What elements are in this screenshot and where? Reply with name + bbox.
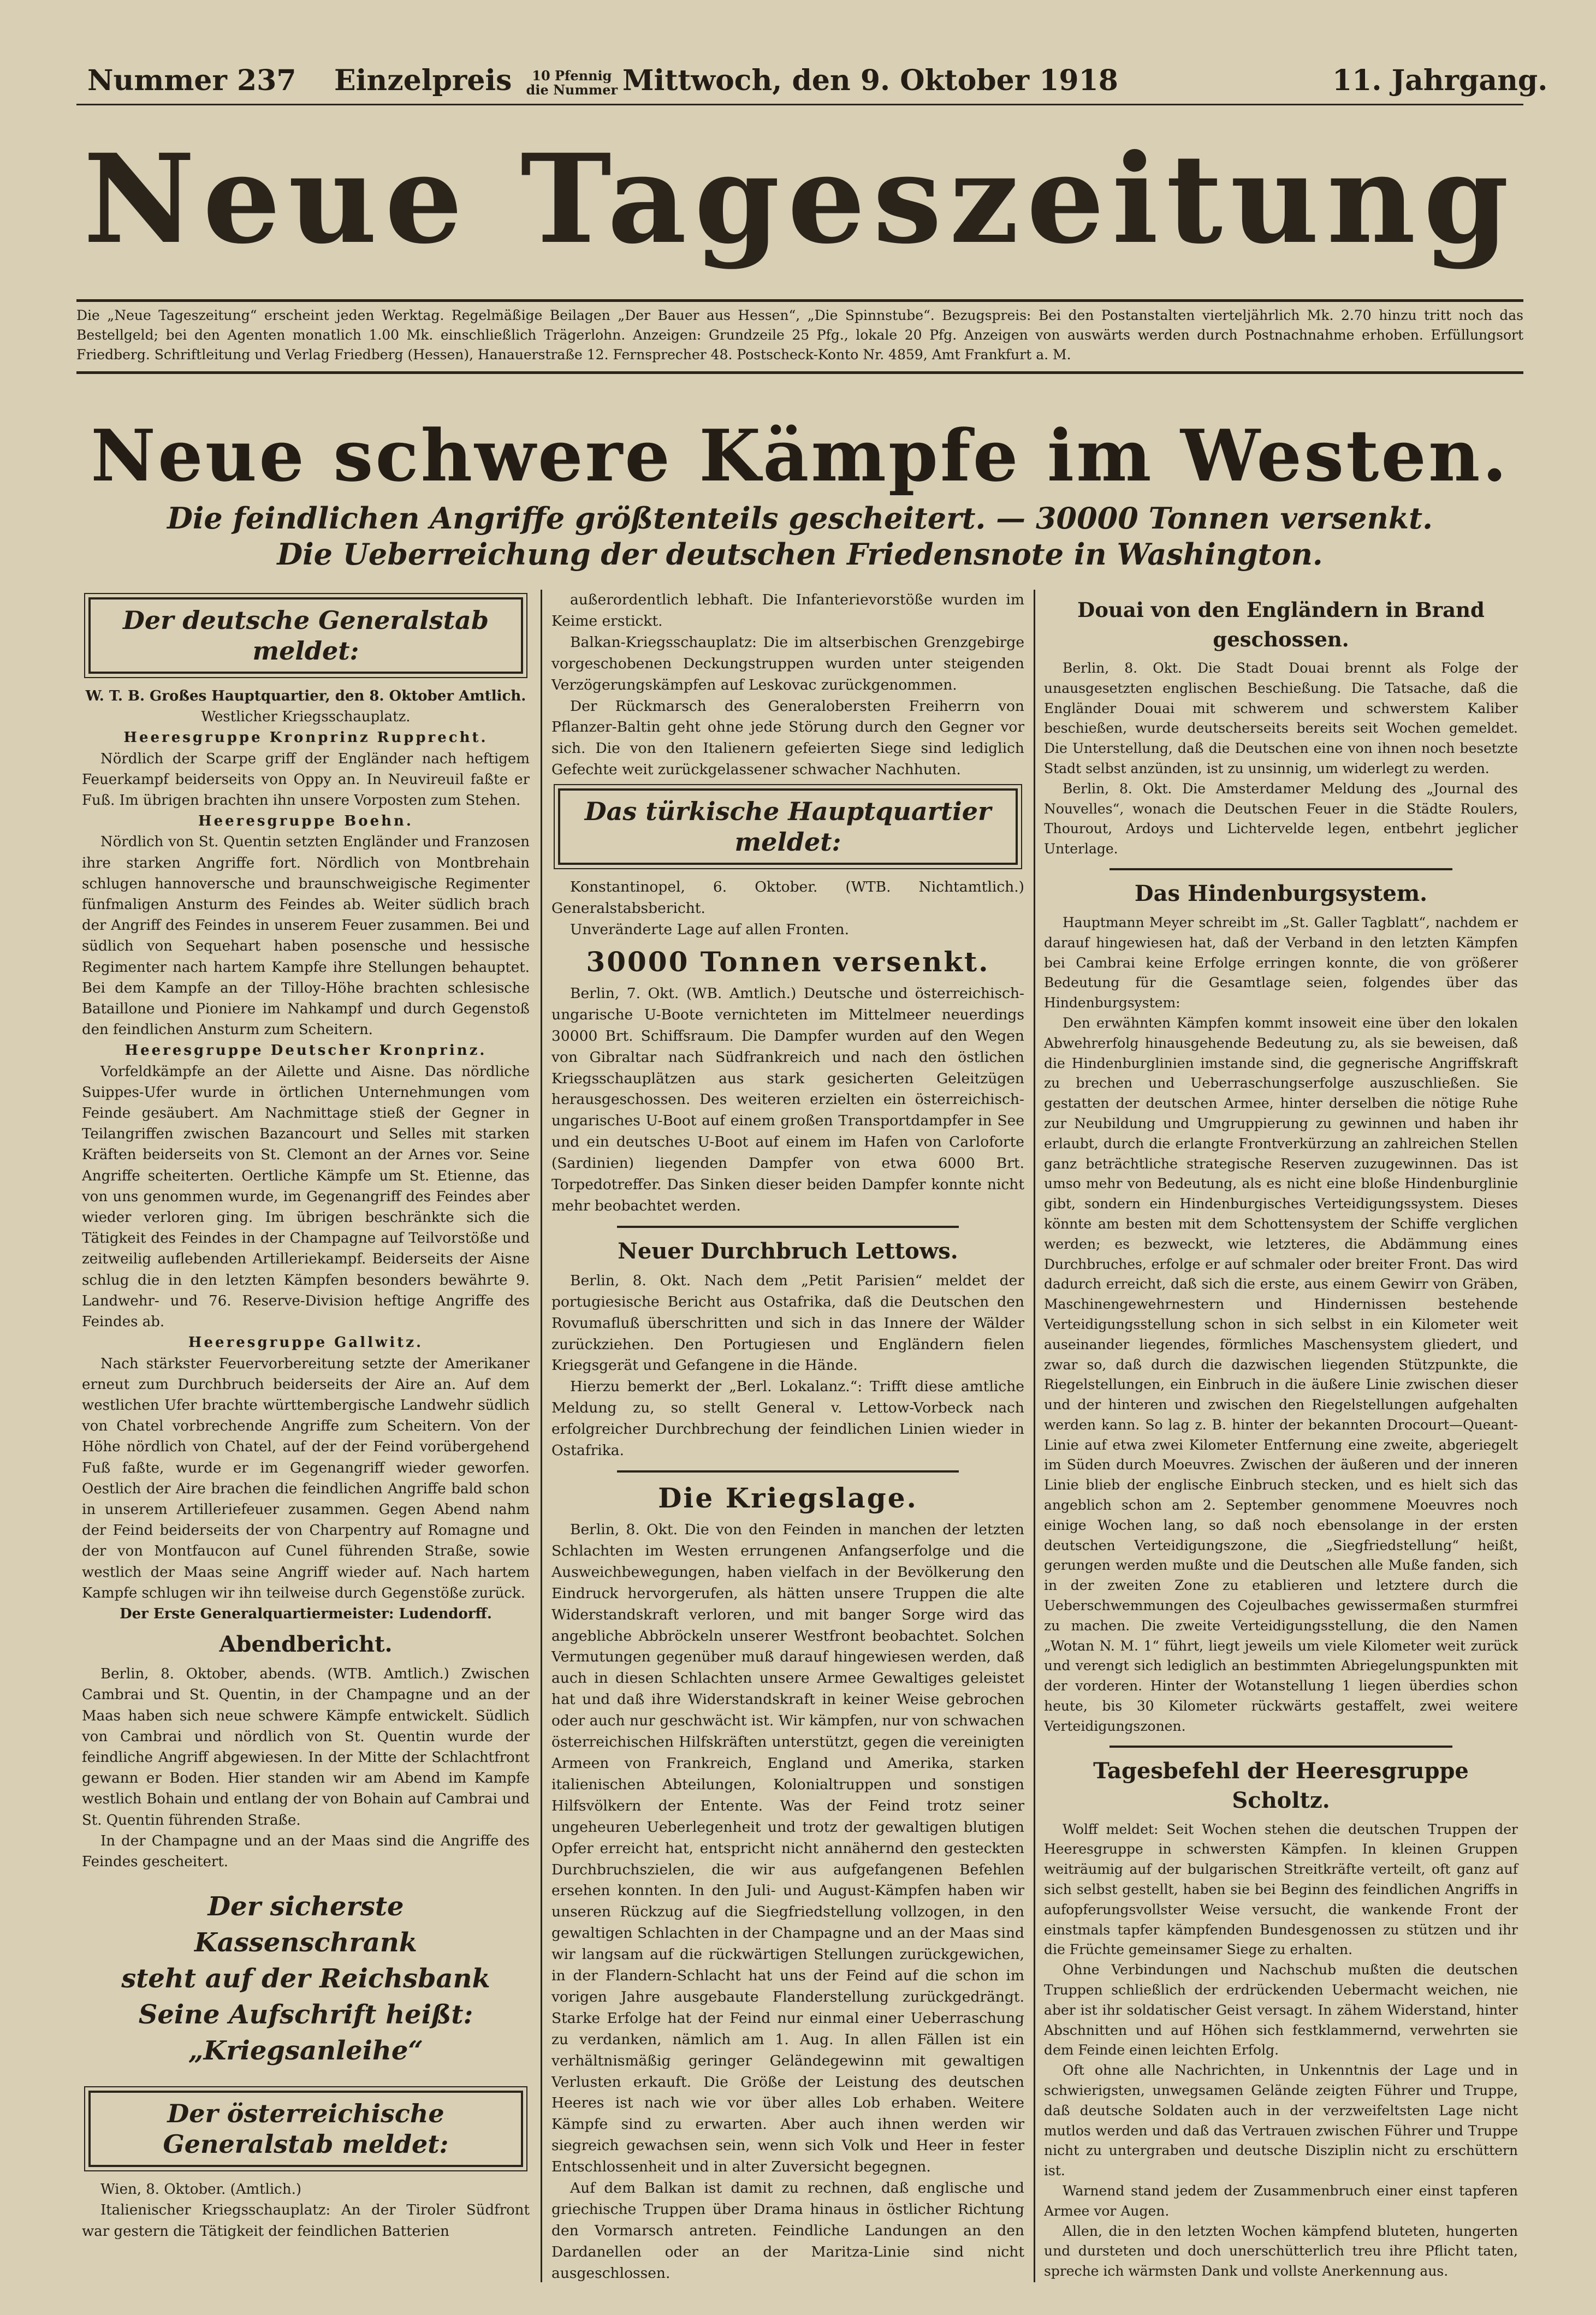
austrian-continued: außerordentlich lebhaft. Die Infanterievorstöße wurden im Keime erstickt. [551,591,1024,630]
tagesbefehl-text-5: Allen, die in den letzten Wochen kämpfend bluteten, hungerten und dursteten und doch unerschütterlich treu ihre Pflicht taten, spreche ich wärmsten Dank und vollste Anerkennung aus. [1044,2223,1518,2280]
rueckmarsch-text: Der Rückmarsch des Generalobersten Freiherrn von Pflanzer-Baltin geht ohne jede Störung durch den Gegner vor sich. Die von den Italienern gefeierten Siege sind lediglich Gefechte weit zurückgelassener schwacher Nachhuten. [551,697,1024,779]
tagesbefehl-text-3: Oft ohne alle Nachrichten, in Unkenntnis der Lage und in schwierigsten, unwegsamen Gelände zeigten Führer und Truppe, daß deutsche Soldaten auch in der verzweifeltsten Lage nicht mutlos werden und daß das Vertrauen zwischen Führer und Truppe nicht zu untergraben und deutsche Disziplin nicht zu erschüttern ist. [1044,2062,1518,2179]
column-1 [82,590,530,2242]
issue-date: Mittwoch, den 9. Oktober 1918 [622,64,1118,97]
publication-info: Die „Neue Tageszeitung“ erscheint jeden Werktag. Regelmäßige Beilagen „Der Bauer aus Hessen“, „Die Spinnstube“. Bezugspreis: Bei den Postanstalten vierteljährlich Mk. 2.70 hinzu tritt noch das Bestellgeld; bei den Agenten monatlich 1.00 Mk. einschließlich Trägerlohn. Anzeigen: Grundzeile 25 Pfg., lokale 20 Pfg. Anzeigen von auswärts werden durch Postnachnahme erhoben. Erfüllungsort Friedberg. Schriftleitung und Verlag Friedberg (Hessen), Hanauerstraße 12. Fernsprecher 48. Postscheck-Konto Nr. 4859, Amt Frankfurt a. M. [76,307,1523,363]
hg3-title: Heeresgruppe Deutscher Kronprinz. [124,1042,487,1059]
stamp-line-1: Der sicherste [207,1891,404,1922]
price-detail-line1: 10 Pfennig [532,67,612,84]
kriegslage-text: Berlin, 8. Okt. Die von den Feinden in manchen der letzten Schlachten im Westen errungenen Anfangserfolge und die Ausweichbewegungen, haben vielfach in der Bevölkerung den Eindruck hervorgerufen, als hätten unsere Truppen die alte Widerstandskraft verloren, und mit banger Sorge wird das angebliche Abbröckeln unserer Westfront beobachtet. Solchen Vermutungen gegenüber muß darauf hingewiesen werden, daß auch in diesen Schlachten unsere Armee Gewaltiges geleistet hat und daß ihre Widerstandskraft in keiner Weise gebrochen oder auch nur geschwächt ist. Wir kämpfen, nur von schwachen österreichischen Hilfskräften unterstützt, gegen die vereinigten Armeen von Frankreich, England und Amerika, starken italienischen Abteilungen, Kolonialtruppen und sonstigen Hilfsvölkern der Entente. Was der Feind trotz seiner ungeheuren Ueberlegenheit und trotz der gewaltigen blutigen Opfer erreicht hat, entspricht nicht annähernd den gesteckten Durchbruchszielen, die wir aus aufgefangenen Befehlen ersehen konnten. In den Juli- und August-Kämpfen haben wir unseren Rückzug auf die Siegfriedstellung vollzogen, in den gewaltigen Schlachten in der Champagne und an der Maas sind wir langsam auf die rückwärtigen Stellungen zurückgewichen, in der Flandern-Schlacht hat uns der Feind auf die schon im vorigen Jahre ausgebaute Flanderstellung zurückgedrängt. Starke Erfolge hat der Feind nur einmal einer Ueberraschung zu verdanken, nämlich am 1. Aug. In allen Fällen ist ein verhältnismäßig geringer Geländegewinn mit gewaltigen Verlusten erkauft. Die Größe der Leistung des deutschen Heeres ist nach wie vor über alles Lob erhaben. Weitere Kämpfe sind zu erwarten. Aber auch ihnen werden wir siegreich gewachsen sein, wenn sich Volk und Heer in fester Entschlossenheit und in alter Zuversicht begegnen. [551,1521,1024,2176]
hindenburg-text-2: Den erwähnten Kämpfen kommt insoweit eine über den lokalen Abwehrerfolg hinausgehende Bedeutung zu, als sie beweisen, daß die Hindenburglinien imstande sind, die gegnerische Angriffskraft zu brechen und Ueberraschungserfolge auszuschließen. Sie gestatten der deutschen Armee, hinter derselben die nötige Ruhe zur Neubildung und Umgruppierung zu gewinnen und haben ihr erlaubt, durch die erlangte Frontverkürzung an zahlreichen Stellen ganz beträchtliche strategische Reserven zuzugewinnen. Das ist umso mehr von Bedeutung, als es nicht eine bloße Hindenburglinie gibt, sondern ein Hindenburgisches Verteidigungssystem. Dieses könnte am besten mit dem Schottensystem der Schiffe verglichen werden; es bezweckt, wie letzteres, die Abdämmung eines Durchbruches, erfolge er auf schmaler oder breiter Front. Das wird dadurch erreicht, daß sich die erste, aus einem Gewirr von Gräben, Maschinengewehrnestern und Hindernissen bestehende Verteidigungsstellung schon in sich selbst in ein Kilometer weit auseinander liegendes, förmliches Maschensystem gliedert, und zwar so, daß durch die dazwischen liegenden Stützpunkte, die Riegelstellungen, ein Einbruch in die äußere Linie zwischen dieser und der hinteren und zwischen den Riegelstellungen aufgehalten werden kann. So lag z. B. hinter der bekannten Drocourt—Queant-Linie auf etwa zwei Kilometer Entfernung eine zweite, abgeriegelt im Süden durch Moeuvres. Zwischen der äußeren und der inneren Linie blieb der englische Einbruch stecken, und es hielt sich das angeblich schon am 2. September genommene Moeuvres noch einige Wochen lang, so daß noch ebensolange in der ersten deutschen Verteidigungszone, die „Siegfriedstellung“ heißt, gerungen werden mußte und die Deutschen alle Muße fanden, sich in der zweiten Zone zu etablieren und letztere durch die Ueberschwemmungen des Cojeulbaches gewissermaßen sturmfrei zu machen. Die zweite Verteidigungsstellung, die den Namen „Wotan N. M. 1“ führt, liegt jeweils um viele Kilometer weit zurück und verengt sich lediglich an bestimmten Abriegelungspunkten mit der vorderen. Hinter der Wotanstellung 1 liegen überdies schon heute, bis 30 Kilometer rückwärts gestaffelt, zwei weitere Verteidigungszonen. [1044,1014,1518,1734]
hindenburg-title: Das Hindenburgsystem. [1134,880,1428,906]
douai-title: Douai von den Engländern in Brand geschossen. [1077,598,1485,651]
separator-3 [1110,868,1452,870]
column-2 [551,590,1024,2284]
stamp-line-2: Kassenschrank [194,1927,417,1958]
hg1-text: Nördlich der Scarpe griff der Engländer nach heftigem Feuerkampf beiderseits von Oppy an. In Neuvireuil faßte er Fuß. Im übrigen brachten ihn unsere Vorposten zum Stehen. [82,750,530,809]
stamp-line-4: Seine Aufschrift heißt: [138,1999,473,2031]
lettow-title: Neuer Durchbruch Lettows. [618,1238,958,1264]
main-headline: Neue schwere Kämpfe im Westen. [91,414,1509,497]
abend-title: Abendbericht. [219,1631,393,1658]
kriegslage-title: Die Kriegslage. [658,1482,918,1514]
turkish-hq-box: Das türkische Hauptquartier meldet: [558,788,1018,865]
hg4-text: Nach stärkster Feuervorbereitung setzte der Amerikaner erneut zum Durchbruch beiderseits der Aire an. Auf dem westlichen Ufer brachte württembergische Landwehr südlich von Chatel vorbrechende Angriffe zum Scheitern. Von der Höhe nördlich von Chatel, auf der der Feind vorübergehend Fuß faßte, wurde er im Gegenangriff wieder geworfen. Oestlich der Aire brachen die feindlichen Angriffe bald schon in unserem Artilleriefeuer zusammen. Gegen Abend nahm der Feind beiderseits der von Charpentry auf Romagne und der von Montfaucon auf Cunel führenden Straße, sowie westlich der Maas seine Angriff wieder auf. Nach hartem Kampfe schlugen wir ihn teilweise durch Gegenstöße zurück. [82,1355,530,1601]
abend-text-2: In der Champagne und an der Maas sind die Angriffe des Feindes gescheitert. [82,1832,530,1870]
price-block [334,64,618,97]
turkish-text-2: Unveränderte Lage auf allen Fronten. [570,921,850,938]
column-3 [1044,590,1518,2282]
turkish-text: Konstantinopel, 6. Oktober. (WTB. Nichtamtlich.) Generalstabsbericht. [551,878,1024,917]
tagesbefehl-title: Tagesbefehl der Heeresgruppe Scholtz. [1093,1758,1469,1813]
hg4-title: Heeresgruppe Gallwitz. [188,1334,424,1351]
lettow-text: Berlin, 8. Okt. Nach dem „Petit Parisien“ meldet der portugiesische Bericht aus Ostafrika, daß die Deutschen den Rovumafluß überschritten und sich in das Innere der Wälder zurückziehen. Den Portugiesen und Engländern fielen Kriegsgerät und Gefangene in die Hände. [551,1272,1024,1374]
separator-4 [1110,1746,1452,1748]
douai-text-2: Berlin, 8. Okt. Die Amsterdamer Meldung des „Journal des Nouvelles“, wonach die Deutschen Feuer in die Städte Roulers, Thourout, Ardoys und Lichtervelde legen, entbehrt jeglicher Unterlage. [1044,780,1518,857]
balkan-text: Balkan-Kriegsschauplatz: Die im altserbischen Grenzgebirge vorgeschobenen Deckungstruppen wurden unter steigenden Verzögerungskämpfen auf Leskovac zurückgenommen. [551,633,1024,693]
separator-1 [617,1226,959,1228]
stamp-line-5: „Kriegsanleihe“ [188,2035,424,2067]
austrian-text: Italienischer Kriegsschauplatz: An der Tiroler Südfront war gestern die Tätigkeit der feindlichen Batterien [82,2202,530,2240]
price-detail-line2: die Nummer [526,81,618,98]
douai-text: Berlin, 8. Okt. Die Stadt Douai brennt als Folge der unausgesetzten englischen Beschießung. Die Tatsache, daß die Engländer Douai mit schwerem und schwerstem Kaliber beschießen, wurde deutscherseits bereits seit Wochen gemeldet. Die Unterstellung, daß die Deutschen eine von ihnen noch besetzte Stadt selbst anzünden, ist zu unsinnig, um widerlegt zu werden. [1044,660,1518,776]
hg2-title: Heeresgruppe Boehn. [198,813,413,830]
volume-number: 11. Jahrgang. [1332,64,1548,97]
german-staff-box: Der deutsche Generalstab meldet: [88,597,523,674]
war-loan-stamp [82,1889,530,2069]
price-label: Einzelpreis [334,64,512,97]
masthead-rule-bottom [76,371,1523,374]
kriegslage-text-2: Auf dem Balkan ist damit zu rechnen, daß englische und griechische Truppen über Drama hinaus in östlicher Richtung den Vormarsch antreten. Feindliche Landungen an den Dardanellen oder an der Maritza-Linie sind nicht ausgeschlossen. [551,2180,1024,2282]
subheadline-1: Die feindlichen Angriffe größtenteils gescheitert. — 30000 Tonnen versenkt. [167,501,1433,536]
hg1-title: Heeresgruppe Kronprinz Rupprecht. [123,729,488,746]
abend-text: Berlin, 8. Oktober, abends. (WTB. Amtlich.) Zwischen Cambrai und St. Quentin, in der Champagne und an der Maas haben sich neue schwere Kämpfe entwickelt. Südlich von Cambrai und nördlich von St. Quentin wurde der feindliche Angriff abgewiesen. In der Mitte der Schlachtfront gewann er Boden. Hier standen wir am Abend im Kampfe westlich Bohain und entlang der von Bohain auf Cambrai und St. Quentin führenden Straße. [82,1666,530,1829]
price-detail [526,69,618,97]
masthead-title: Neue Tageszeitung [83,127,1517,271]
austrian-staff-box: Der österreichische Generalstab meldet: [88,2091,523,2167]
tagesbefehl-text-2: Ohne Verbindungen und Nachschub mußten die deutschen Truppen schließlich der erdrückenden Uebermacht weichen, nie aber ist ihr soldatischer Geist versagt. In zähem Widerstand, hinter Abschnitten und auf Höhen sich festklammernd, verwehrten sie dem Feinde einen leichten Erfolg. [1044,1962,1518,2058]
subheadline-2: Die Ueberreichung der deutschen Friedensnote in Washington. [277,537,1323,572]
column-rule-1 [541,590,542,2282]
tonnen-text: Berlin, 7. Okt. (WB. Amtlich.) Deutsche und österreichisch-ungarische U-Boote vernichteten im Mittelmeer neuerdings 30000 Brt. Schiffsraum. Die Dampfer wurden auf den Wegen von Gibraltar nach Südfrankreich und nach den östlichen Kriegsschauplätzen aus stark gesicherten Geleitzügen herausgeschossen. Des weiteren erzielten ein österreichisch-ungarisches U-Boot auf einem großen Transportdampfer in See und ein deutsches U-Boot auf einem im Hafen von Carloforte (Sardinien) liegenden Dampfer von etwa 6000 Brt. Torpedotreffer. Das Sinken dieser beiden Dampfer konnte nicht mehr beobachtet werden. [551,984,1024,1214]
tagesbefehl-text: Wolff meldet: Seit Wochen stehen die deutschen Truppen der Heeresgruppe in schwersten Kämpfen. In kleinen Gruppen weiträumig auf der bulgarischen Streitkräfte verteilt, oft ganz auf sich selbst gestellt, haben sie bei Beginn des feindlichen Angriffs in aufopferungsvollster Weise versucht, die wankende Front der einstmals tapfer kämpfenden Bundesgenossen zu stützen und ihr die Früchte gemeinsamer Siege zu erhalten. [1044,1821,1518,1958]
header-rule [76,104,1523,105]
tonnen-title: 30000 Tonnen versenkt. [586,945,990,978]
hindenburg-text: Hauptmann Meyer schreibt im „St. Galler Tagblatt“, nachdem er darauf hingewiesen hat, daß der Verband in den letzten Kämpfen bei Cambrai keine Erfolge erringen konnte, die von größerer Bedeutung für die Gesamtlage seien, folgendes über das Hindenburgsystem: [1044,914,1518,1011]
masthead-rule-top [76,299,1523,302]
tagesbefehl-text-4: Warnend stand jedem der Zusammenbruch einer einst tapferen Armee vor Augen. [1044,2182,1518,2219]
separator-2 [617,1470,959,1473]
ludendorff-signature: Der Erste Generalquartiermeister: Ludendorff. [120,1605,492,1622]
austrian-dateline: Wien, 8. Oktober. (Amtlich.) [100,2181,301,2198]
issue-number: Nummer 237 [87,64,296,97]
german-dateline: W. T. B. Großes Hauptquartier, den 8. Oktober Amtlich. [85,688,526,704]
hg3-text: Vorfeldkämpfe an der Ailette und Aisne. Das nördliche Suippes-Ufer wurde in örtlichen Unternehmungen vom Feinde gesäubert. Am Nachmittage stieß der Gegner in Teilangriffen zwischen Bazancourt und Selles mit starken Kräften beiderseits von St. Clemont an der Arnes vor. Seine Angriffe scheiterten. Oertliche Kämpfe um St. Etienne, das von uns genommen wurde, im Gegenangriff des Feindes aber wieder verloren ging. Im übrigen beschränkte sich die Tätigkeit des Feindes in der Champagne auf Teilvorstöße und zeitweilig auflebenden Artilleriekampf. Beiderseits der Aisne schlug die in den letzten Kämpfen besonders bewährte 9. Landwehr- und 76. Reserve-Division heftige Angriffe des Feindes ab. [82,1063,530,1331]
lettow-text-2: Hierzu bemerkt der „Berl. Lokalanz.“: Trifft diese amtliche Meldung zu, so stellt General v. Lettow-Vorbeck nach erfolgreicher Durchbrechung der feindlichen Linien wieder in Ostafrika. [551,1378,1024,1459]
column-rule-2 [1034,590,1035,2282]
hg2-text: Nördlich von St. Quentin setzten Engländer und Franzosen ihre starken Angriffe fort. Nördlich von Montbrehain schlugen hannoversche und braunschweigische Regimenter fünfmaligen Ansturm des Feindes ab. Weiter südlich brach der Angriff des Feindes in unserem Feuer zusammen. Bei und südlich von Sequehart haben posensche und hessische Regimenter nach hartem Kampfe ihre Stellungen behauptet. Bei dem Kampfe an der Tilloy-Höhe brachten schlesische Bataillone und Pioniere im Nahkampf und durch Gegenstoß den feindlichen Ansturm zum Scheitern. [82,834,530,1038]
western-theater: Westlicher Kriegsschauplatz. [201,709,411,726]
stamp-line-3: steht auf der Reichsbank [121,1963,490,1995]
